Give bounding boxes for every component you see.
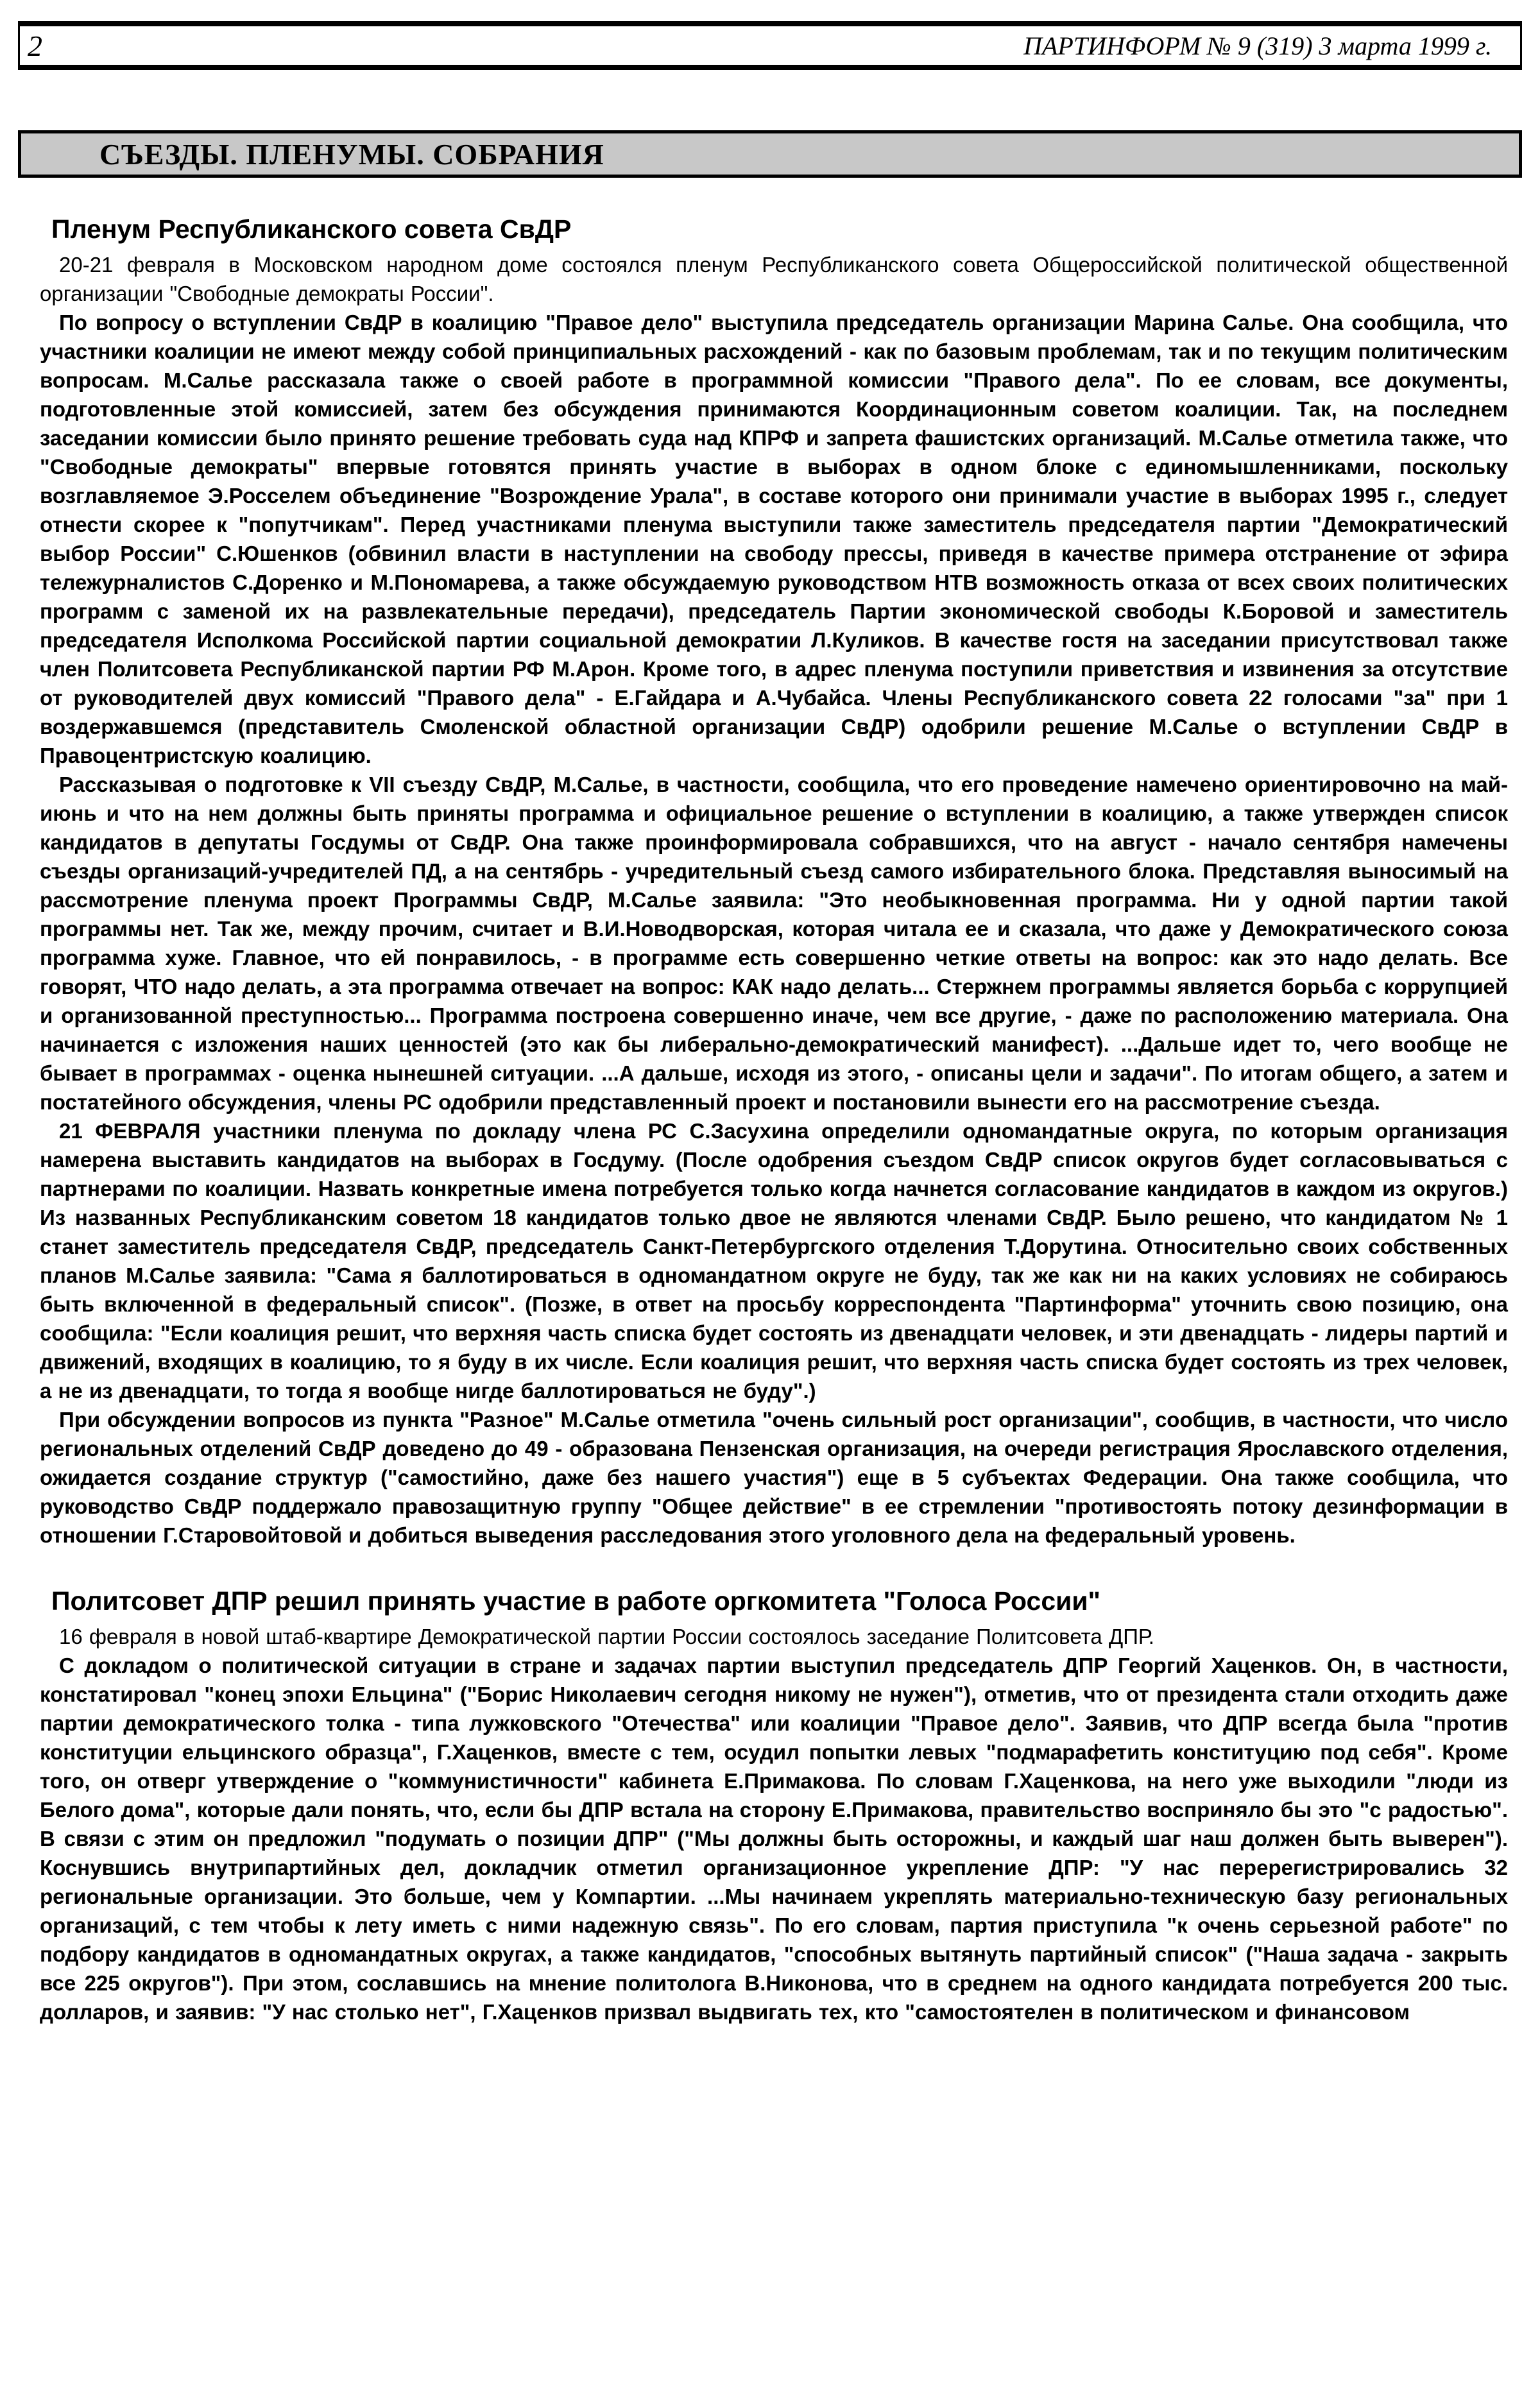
page-header [18, 21, 1522, 70]
article-lead: 16 февраля в новой штаб-квартире Демократической партии России состоялось заседание Политсовета ДПР. [59, 1625, 1154, 1649]
page-content [0, 215, 1540, 2129]
section-banner [18, 130, 1522, 178]
article-paragraph: С докладом о политической ситуации в стране и задачах партии выступил председатель ДПР Георгий Хаценков. Он, в частности, констатировал "конец эпохи Ельцина" ("Борис Николаевич сегодня никому не нужен"), отметив, что от президента стали отходить даже партии демократического толка - типа лужковского "Отечества" или коалиции "Правое дело". Заявив, что ДПР всегда была "против конституции ельцинского образца", Г.Хаценков, вместе с тем, осудил попытки левых "подмарафетить конституцию под себя". Кроме того, он отверг утверждение о "коммунистичности" кабинета Е.Примакова. По словам Г.Хаценкова, на него уже выходили "люди из Белого дома", которые дали понять, что, если бы ДПР встала на сторону Е.Примакова, правительство восприняло бы это "с радостью". В связи с этим он предложил "подумать о позиции ДПР" ("Мы должны быть осторожны, и каждый шаг наш должен быть выверен"). Коснувшись внутрипартийных дел, докладчик отметил организационное укрепление ДПР: "У нас перерегистрировались 32 региональные организации. Это больше, чем у Компартии. ...Мы начинаем укреплять материально-техническую базу региональных организаций, с тем чтобы к лету иметь с ними надежную связь". По его словам, партия приступила "к очень серьезной работе" по подбору кандидатов в одномандатных округах, а также кандидатов, "способных вытянуть партийный список" ("Наша задача - закрыть все 225 округов"). При этом, сославшись на мнение политолога В.Никонова, что в среднем на одного кандидата потребуется 200 тыс. долларов, и заявив: "У нас столько нет", Г.Хаценков призвал выдвигать тех, кто "самостоятелен в политическом и финансовом [40, 1654, 1508, 2024]
article-paragraph: При обсуждении вопросов из пункта "Разное" М.Салье отметила "очень сильный рост организации", сообщив, в частности, что число региональных отделений СвДР доведено до 49 - образована Пензенская организация, на очереди регистрация Ярославского отделения, ожидается создание структур ("самостийно, даже без нашего участия") еще в 5 субъектах Федерации. Она также сообщила, что руководство СвДР поддержало правозащитную группу "Общее действие" в ее стремлении "противостоять потоку дезинформации в отношении Г.Старовойтовой и добиться выведения расследования этого уголовного дела на федеральный уровень. [40, 1408, 1508, 1548]
article-paragraph: Рассказывая о подготовке к VII съезду СвДР, М.Салье, в частности, сообщила, что его проведение намечено ориентировочно на май-июнь и что на нем должны быть приняты программа и официальное решение о вступлении в коалицию, а также утвержден список кандидатов в депутаты Госдумы от СвДР. Она также проинформировала собравшихся, что на август - начало сентября намечены съезды организаций-учредителей ПД, а на сентябрь - учредительный съезд самого избирательного блока. Представляя выносимый на рассмотрение пленума проект Программы СвДР, М.Салье заявила: "Это необыкновенная программа. Ни у одной партии такой программы нет. Так же, между прочим, считает и В.И.Новодворская, которая читала ее и сказала, что даже у Демократического союза программа хуже. Главное, что ей понравилось, - в программе есть совершенно четкие ответы на вопрос: как это надо делать. Все говорят, ЧТО надо делать, а эта программа отвечает на вопрос: КАК надо делать... Стержнем программы является борьба с коррупцией и организованной преступностью... Программа построена совершенно иначе, чем все другие, - даже по расположению материала. Она начинается с изложения наших ценностей (это как бы либерально-демократический манифест). ...Дальше идет то, чего вообще не бывает в программах - оценка нынешней ситуации. ...А дальше, исходя из этого, - описаны цели и задачи". По итогам общего, а затем и постатейного обсуждения, члены РС одобрили представленный проект и постановили вынести его на рассмотрение съезда. [40, 773, 1508, 1115]
article-paragraph: По вопросу о вступлении СвДР в коалицию "Правое дело" выступила председатель организации Марина Салье. Она сообщила, что участники коалиции не имеют между собой принципиальных расхождений - как по базовым проблемам, так и по текущим политическим вопросам. М.Салье рассказала также о своей работе в программной комиссии "Правого дела". По ее словам, все документы, подготовленные этой комиссией, затем без обсуждения принимаются Координационным советом коалиции. Так, на последнем заседании комиссии было принято решение требовать суда над КПРФ и запрета фашистских организаций. М.Салье отметила также, что "Свободные демократы" впервые готовятся принять участие в выборах в одном блоке с единомышленниками, поскольку возглавляемое Э.Росселем объединение "Возрождение Урала", в составе которого они принимали участие в выборах 1995 г., следует отнести скорее к "попутчикам". Перед участниками пленума выступили также заместитель председателя партии "Демократический выбор России" С.Юшенков (обвинил власти в наступлении на свободу прессы, приведя в качестве примера отстранение от эфира тележурналистов С.Доренко и М.Пономарева, а также обсуждаемую руководством НТВ возможность отказа от всех своих политических программ с заменой их на развлекательные передачи), председатель Партии экономической свободы К.Боровой и заместитель председателя Исполкома Российской партии социальной демократии Л.Куликов. В качестве гостя на заседании присутствовал также член Политсовета Республиканской партии РФ М.Арон. Кроме того, в адрес пленума поступили приветствия и извинения за отсутствие от руководителей двух комиссий "Правого дела" - Е.Гайдара и А.Чубайса. Члены Республиканского совета 22 голосами "за" при 1 воздержавшемся (представитель Смоленской областной организации СвДР) одобрили решение М.Салье о вступлении СвДР в Правоцентристскую коалицию. [40, 311, 1508, 768]
article-title-plenum-svdr: Пленум Республиканского совета СвДР [51, 214, 572, 244]
issue-title: ПАРТИНФОРМ № 9 (319) 3 марта 1999 г. [1023, 31, 1492, 60]
article-title-politsovet-dpr: Политсовет ДПР решил принять участие в работе оргкомитета "Голоса России" [51, 1586, 1100, 1616]
article-paragraph: 21 ФЕВРАЛЯ участники пленума по докладу члена РС С.Засухина определили одномандатные округа, по которым организация намерена выставить кандидатов на выборах в Госдуму. (После одобрения съездом СвДР список округов будет согласовываться с партнерами по коалиции. Назвать конкретные имена потребуется только когда начнется согласование кандидатов в каждом из округов.) Из названных Республиканским советом 18 кандидатов только двое не являются членами СвДР. Было решено, что кандидатом № 1 станет заместитель председателя СвДР, председатель Санкт-Петербургского отделения Т.Дорутина. Относительно своих собственных планов М.Салье заявила: "Сама я баллотироваться в одномандатном округе не буду, так же как ни на каких условиях не собираюсь быть включенной в федеральный список". (Позже, в ответ на просьбу корреспондента "Партинформа" уточнить свою позицию, она сообщила: "Если коалиция решит, что верхняя часть списка будет состоять из двенадцати человек, и эти двенадцать - лидеры партий и движений, входящих в коалицию, то я буду в их числе. Если коалиция решит, что верхняя часть списка будет состоять из трех человек, а не из двенадцати, то тогда я вообще нигде баллотироваться не буду".) [40, 1119, 1508, 1403]
section-banner-label: СЪЕЗДЫ. ПЛЕНУМЫ. СОБРАНИЯ [99, 137, 604, 171]
page [0, 21, 1540, 2403]
page-number: 2 [28, 29, 42, 62]
article-lead: 20-21 февраля в Московском народном доме состоялся пленум Республиканского совета Общероссийской политической общественной организации "Свободные демократы России". [40, 253, 1508, 306]
